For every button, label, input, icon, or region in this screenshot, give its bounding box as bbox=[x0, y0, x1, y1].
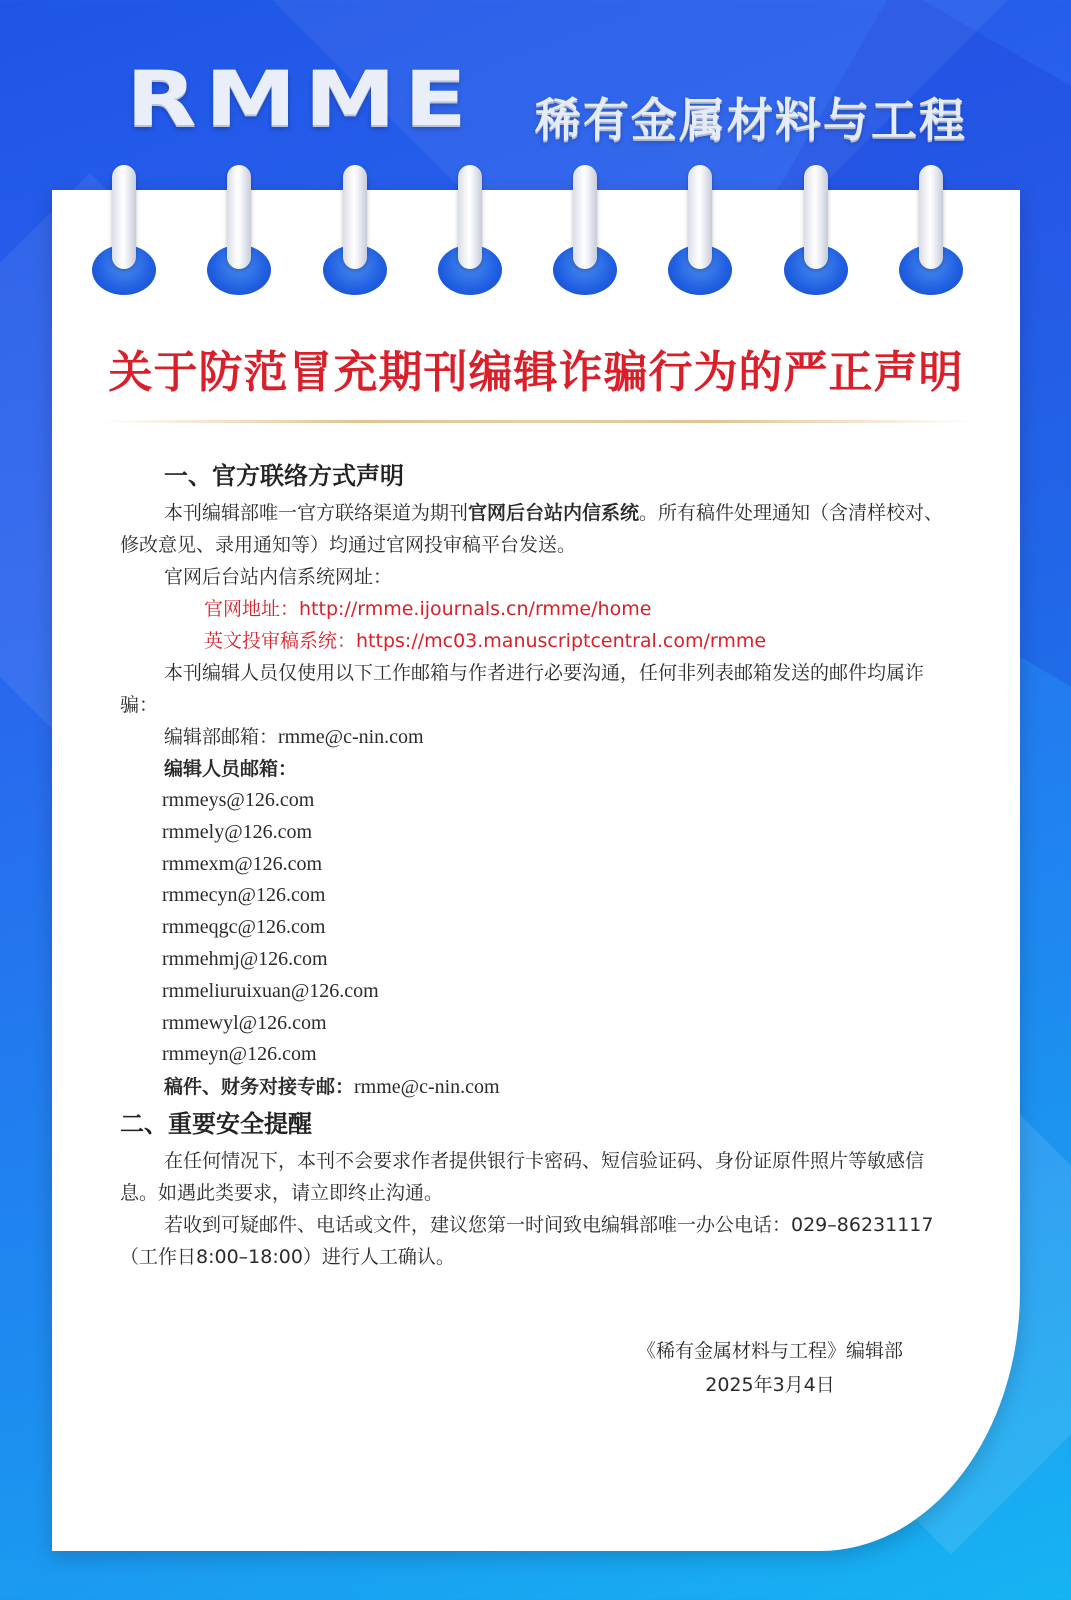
binder-ring-icon bbox=[899, 165, 963, 295]
para1-text-end: 。所有稿件处理通知（含清样校对、修改意见、录用通知等）均通过官网投审稿平台发送。 bbox=[120, 502, 944, 556]
submit-label: 英文投审稿系统： bbox=[204, 630, 357, 652]
dept-email-line bbox=[120, 721, 950, 753]
signature-date: 2025年3月4日 bbox=[705, 1374, 835, 1396]
staff-email[interactable]: rmmehmj@126.com bbox=[162, 947, 328, 970]
header bbox=[0, 55, 1071, 152]
journal-name: 稀有金属材料与工程 bbox=[535, 93, 967, 147]
binder-ring-icon bbox=[323, 165, 387, 295]
rmme-logo: RMME bbox=[126, 55, 475, 144]
submission-system-line bbox=[120, 625, 950, 657]
binder-ring-icon bbox=[207, 165, 271, 295]
submission-system-link[interactable]: https://mc03.manuscriptcentral.com/rmme bbox=[356, 630, 767, 652]
staff-email-label: 编辑人员邮箱： bbox=[164, 758, 298, 780]
section2-para1: 在任何情况下，本刊不会要求作者提供银行卡密码、短信验证码、身份证原件照片等敏感信息。如遇此类要求，请立即终止沟通。 bbox=[120, 1150, 925, 1205]
staff-email[interactable]: rmmewyl@126.com bbox=[162, 1011, 327, 1034]
signature-org: 《稀有金属材料与工程》编辑部 bbox=[636, 1340, 903, 1362]
dept-email-label: 编辑部邮箱： bbox=[164, 726, 279, 748]
binder-ring-icon bbox=[92, 165, 156, 295]
dept-email-link[interactable]: rmme@c-nin.com bbox=[278, 726, 424, 748]
official-site-link[interactable]: http://rmme.ijournals.cn/rmme/home bbox=[299, 598, 652, 620]
site-label: 官网地址： bbox=[204, 598, 300, 620]
notice-body bbox=[120, 455, 950, 1273]
para1-text: 本刊编辑部唯一官方联络渠道为期刊 bbox=[164, 502, 469, 524]
section2-para2: 若收到可疑邮件、电话或文件，建议您第一时间致电编辑部唯一办公电话：029–86231117（工作日8:00–18:00）进行人工确认。 bbox=[120, 1214, 934, 1269]
title-divider bbox=[100, 420, 972, 423]
official-site-line bbox=[120, 593, 950, 625]
binder-ring-icon bbox=[668, 165, 732, 295]
finance-email-label: 稿件、财务对接专邮： bbox=[164, 1076, 355, 1099]
page-title: 关于防范冒充期刊编辑诈骗行为的严正声明 bbox=[108, 347, 964, 398]
binder-ring-icon bbox=[553, 165, 617, 295]
url-intro: 官网后台站内信系统网址： bbox=[164, 566, 393, 588]
binder-ring-icon bbox=[438, 165, 502, 295]
binder-ring-icon bbox=[784, 165, 848, 295]
staff-email[interactable]: rmmexm@126.com bbox=[162, 852, 323, 875]
staff-email[interactable]: rmmeyn@126.com bbox=[162, 1043, 317, 1066]
section2-heading: 二、重要安全提醒 bbox=[120, 1110, 312, 1139]
section1-para2: 本刊编辑人员仅使用以下工作邮箱与作者进行必要沟通，任何非列表邮箱发送的邮件均属诈骗： bbox=[120, 662, 925, 716]
section1-para1 bbox=[120, 497, 950, 561]
para1-emphasis: 官网后台站内信系统 bbox=[468, 502, 640, 524]
staff-email[interactable]: rmmecyn@126.com bbox=[162, 884, 326, 907]
staff-email[interactable]: rmmeqgc@126.com bbox=[162, 916, 326, 939]
staff-email[interactable]: rmmely@126.com bbox=[162, 820, 313, 843]
staff-email[interactable]: rmmeliuruixuan@126.com bbox=[162, 979, 379, 1002]
section1-heading: 一、官方联络方式声明 bbox=[164, 462, 404, 490]
finance-email-line bbox=[120, 1071, 950, 1103]
finance-email-link[interactable]: rmme@c-nin.com bbox=[354, 1076, 500, 1099]
signature-block bbox=[600, 1334, 940, 1402]
staff-email[interactable]: rmmeys@126.com bbox=[162, 789, 315, 811]
